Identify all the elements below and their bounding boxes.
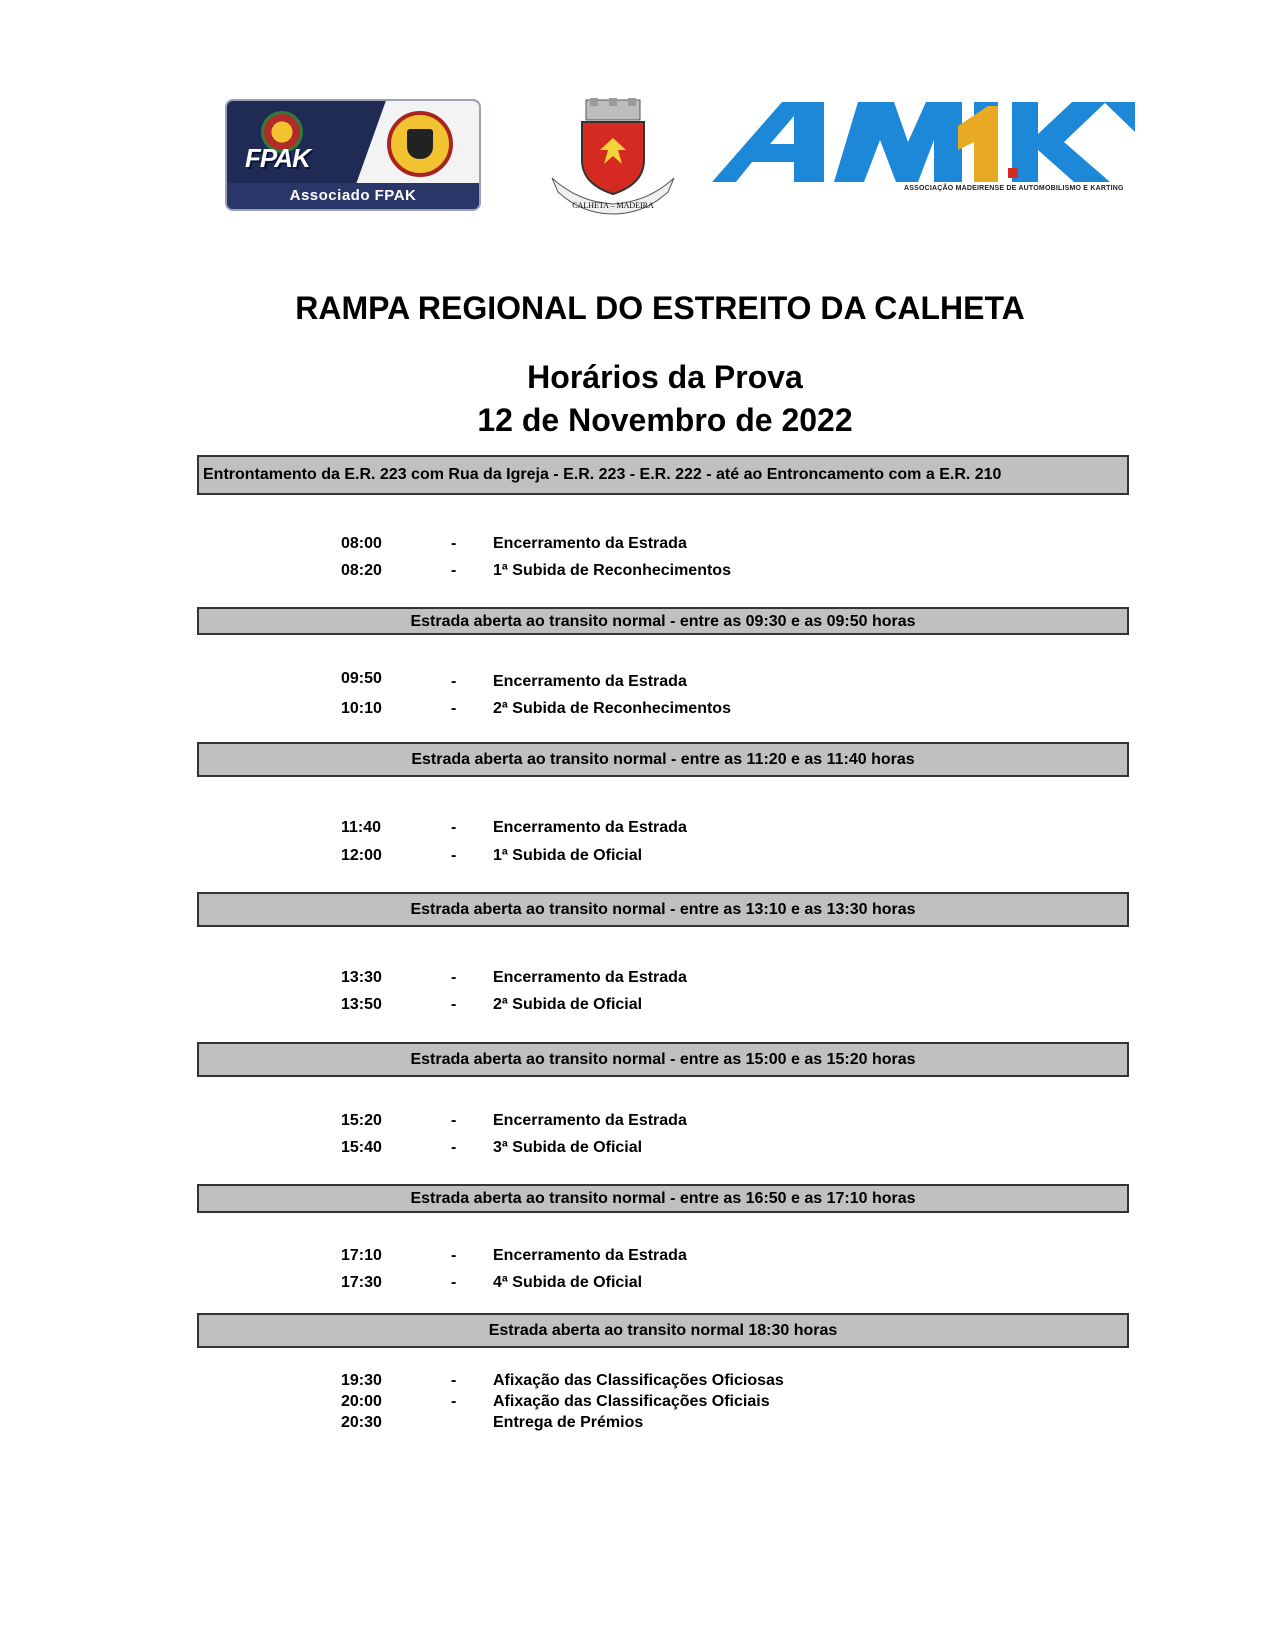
schedule-event: Afixação das Classificações Oficiais (493, 1393, 770, 1410)
schedule-dash: - (451, 969, 457, 986)
schedule-event: 2ª Subida de Reconhecimentos (493, 700, 731, 717)
schedule-time: 13:30 (341, 969, 382, 986)
club-badge-icon (387, 111, 453, 177)
schedule-event: Encerramento da Estrada (493, 819, 687, 836)
schedule-event: 3ª Subida de Oficial (493, 1139, 643, 1156)
road-open-notice-text: Estrada aberta ao transito normal - entre as 16:50 e as 17:10 horas (410, 1190, 916, 1207)
schedule-event: Encerramento da Estrada (493, 1112, 687, 1129)
schedule-event: 2ª Subida de Oficial (493, 996, 643, 1013)
route-text: Entrontamento da E.R. 223 com Rua da Igreja - E.R. 223 - E.R. 222 - até ao Entroncamento com a E.R. 210 (203, 466, 1002, 483)
schedule-event: Encerramento da Estrada (493, 1247, 687, 1264)
schedule-time: 08:20 (341, 562, 382, 579)
schedule-heading: Horários da Prova (527, 359, 803, 395)
fpak-logo-word: FPAK (245, 143, 310, 173)
road-open-notice (197, 1042, 1129, 1077)
route-box (197, 455, 1129, 495)
schedule-dash: - (451, 1247, 457, 1264)
schedule-time: 15:20 (341, 1112, 382, 1129)
schedule-event: Entrega de Prémios (493, 1414, 644, 1431)
crest-caption: CALHETA – MADEIRA (572, 201, 654, 210)
schedule-dash: - (451, 1139, 457, 1156)
schedule-dash: - (451, 1372, 457, 1389)
schedule-dash: - (451, 847, 457, 864)
fpak-logo (225, 99, 481, 211)
schedule-time: 09:50 (341, 670, 382, 687)
schedule-dash: - (451, 535, 457, 552)
schedule-dash: - (451, 1112, 457, 1129)
schedule-dash: - (451, 673, 457, 690)
schedule-event: Afixação das Classificações Oficiosas (493, 1372, 784, 1389)
schedule-time: 10:10 (341, 700, 382, 717)
road-open-notice (197, 742, 1129, 777)
schedule-dash: - (451, 819, 457, 836)
event-date: 12 de Novembro de 2022 (477, 402, 853, 438)
schedule-time: 20:30 (341, 1414, 382, 1431)
schedule-time: 19:30 (341, 1372, 382, 1389)
schedule-time: 17:30 (341, 1274, 382, 1291)
road-open-notice-text: Estrada aberta ao transito normal 18:30 horas (488, 1322, 838, 1339)
schedule-time: 13:50 (341, 996, 382, 1013)
schedule-time: 15:40 (341, 1139, 382, 1156)
amak-logo (712, 102, 1135, 192)
road-open-notice-text: Estrada aberta ao transito normal - entre as 15:00 e as 15:20 horas (410, 1051, 916, 1068)
road-open-notice-text: Estrada aberta ao transito normal - entre as 13:10 e as 13:30 horas (410, 901, 916, 918)
road-open-notice (197, 1184, 1129, 1213)
road-open-notice (197, 607, 1129, 635)
schedule-event: Encerramento da Estrada (493, 535, 687, 552)
page-title: RAMPA REGIONAL DO ESTREITO DA CALHETA (295, 290, 1025, 326)
road-open-notice (197, 1313, 1129, 1348)
amak-logo-word: AMAK (712, 102, 715, 103)
schedule-event: 1ª Subida de Reconhecimentos (493, 562, 731, 579)
schedule-dash: - (451, 996, 457, 1013)
calheta-crest-logo (548, 98, 678, 216)
schedule-event: 4ª Subida de Oficial (493, 1274, 643, 1291)
schedule-dash: - (451, 1274, 457, 1291)
schedule-dash: - (451, 562, 457, 579)
schedule-time: 20:00 (341, 1393, 382, 1410)
road-open-notice-text: Estrada aberta ao transito normal - entre as 11:20 e as 11:40 horas (411, 751, 915, 768)
schedule-event: Encerramento da Estrada (493, 969, 687, 986)
schedule-dash: - (451, 1393, 457, 1410)
schedule-time: 12:00 (341, 847, 382, 864)
road-open-notice-text: Estrada aberta ao transito normal - entre as 09:30 e as 09:50 horas (410, 613, 916, 630)
fpak-logo-caption: Associado FPAK (227, 183, 479, 209)
schedule-event: Encerramento da Estrada (493, 673, 687, 690)
schedule-dash: - (451, 700, 457, 717)
schedule-event: 1ª Subida de Oficial (493, 847, 643, 864)
schedule-time: 17:10 (341, 1247, 382, 1264)
road-open-notice (197, 892, 1129, 927)
schedule-time: 11:40 (341, 819, 382, 836)
schedule-time: 08:00 (341, 535, 382, 552)
amak-logo-caption: ASSOCIAÇÃO MADEIRENSE DE AUTOMOBILISMO E KARTING (904, 185, 1124, 192)
